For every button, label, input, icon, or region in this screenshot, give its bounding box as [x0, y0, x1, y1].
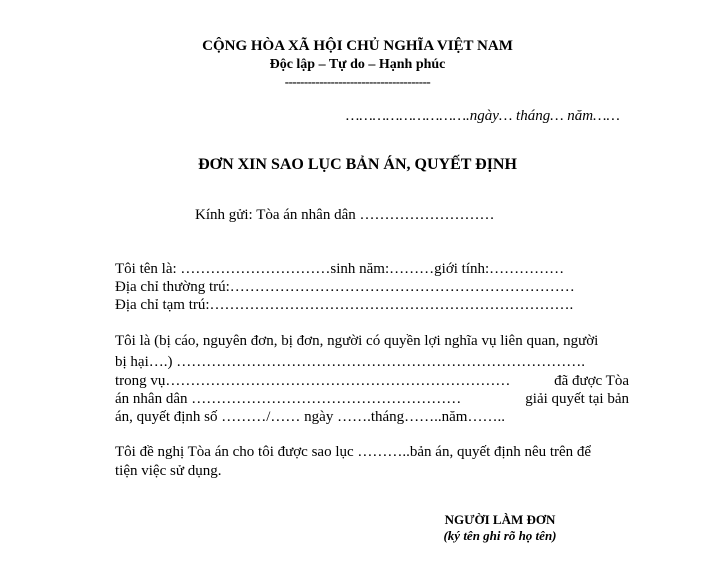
role-line: Tôi là (bị cáo, nguyên đơn, bị đơn, người có quyền lợi nghĩa vụ liên quan, người [115, 333, 599, 349]
header-rule: -------------------------------------- [284, 74, 431, 89]
request-line-continued: tiện việc sử dụng. [115, 463, 222, 479]
case-line-right: đã được Tòa [554, 373, 629, 389]
case-line-left: trong vụ…………………………………………………………… [115, 373, 511, 389]
court-line-right: giải quyết tại bản [525, 391, 629, 407]
signature-note: (ký tên ghi rõ họ tên) [443, 528, 557, 543]
permanent-address-line: Địa chỉ thường trú:…………………………………………………………… [115, 279, 575, 295]
document-title: ĐƠN XIN SAO LỤC BẢN ÁN, QUYẾT ĐỊNH [198, 156, 517, 173]
case-line [115, 373, 629, 390]
addressee-line: Kính gửi: Tòa án nhân dân ……………………… [195, 207, 495, 223]
request-line: Tôi đề nghị Tòa án cho tôi được sao lục ………..bản án, quyết định nêu trên để [115, 444, 592, 460]
temporary-address-line: Địa chỉ tạm trú:………………………………………………………………. [115, 297, 574, 313]
decision-number-line: án, quyết định số ………/…… ngày …….tháng……..năm…….. [115, 409, 505, 425]
date-line: ……………………….ngày… tháng… năm…… [346, 108, 620, 124]
court-line [115, 391, 629, 408]
signature-title: NGƯỜI LÀM ĐƠN [444, 512, 556, 527]
national-motto: Độc lập – Tự do – Hạnh phúc [269, 57, 446, 72]
court-line-left: án nhân dân ……………………………………………… [115, 391, 462, 407]
national-name: CỘNG HÒA XÃ HỘI CHỦ NGHĨA VIỆT NAM [202, 38, 513, 54]
personal-name-line: Tôi tên là: …………………………sinh năm:………giới tính:…………… [115, 261, 565, 277]
role-line-continued: bị hại….) ………………………………………………………………………. [115, 354, 585, 370]
